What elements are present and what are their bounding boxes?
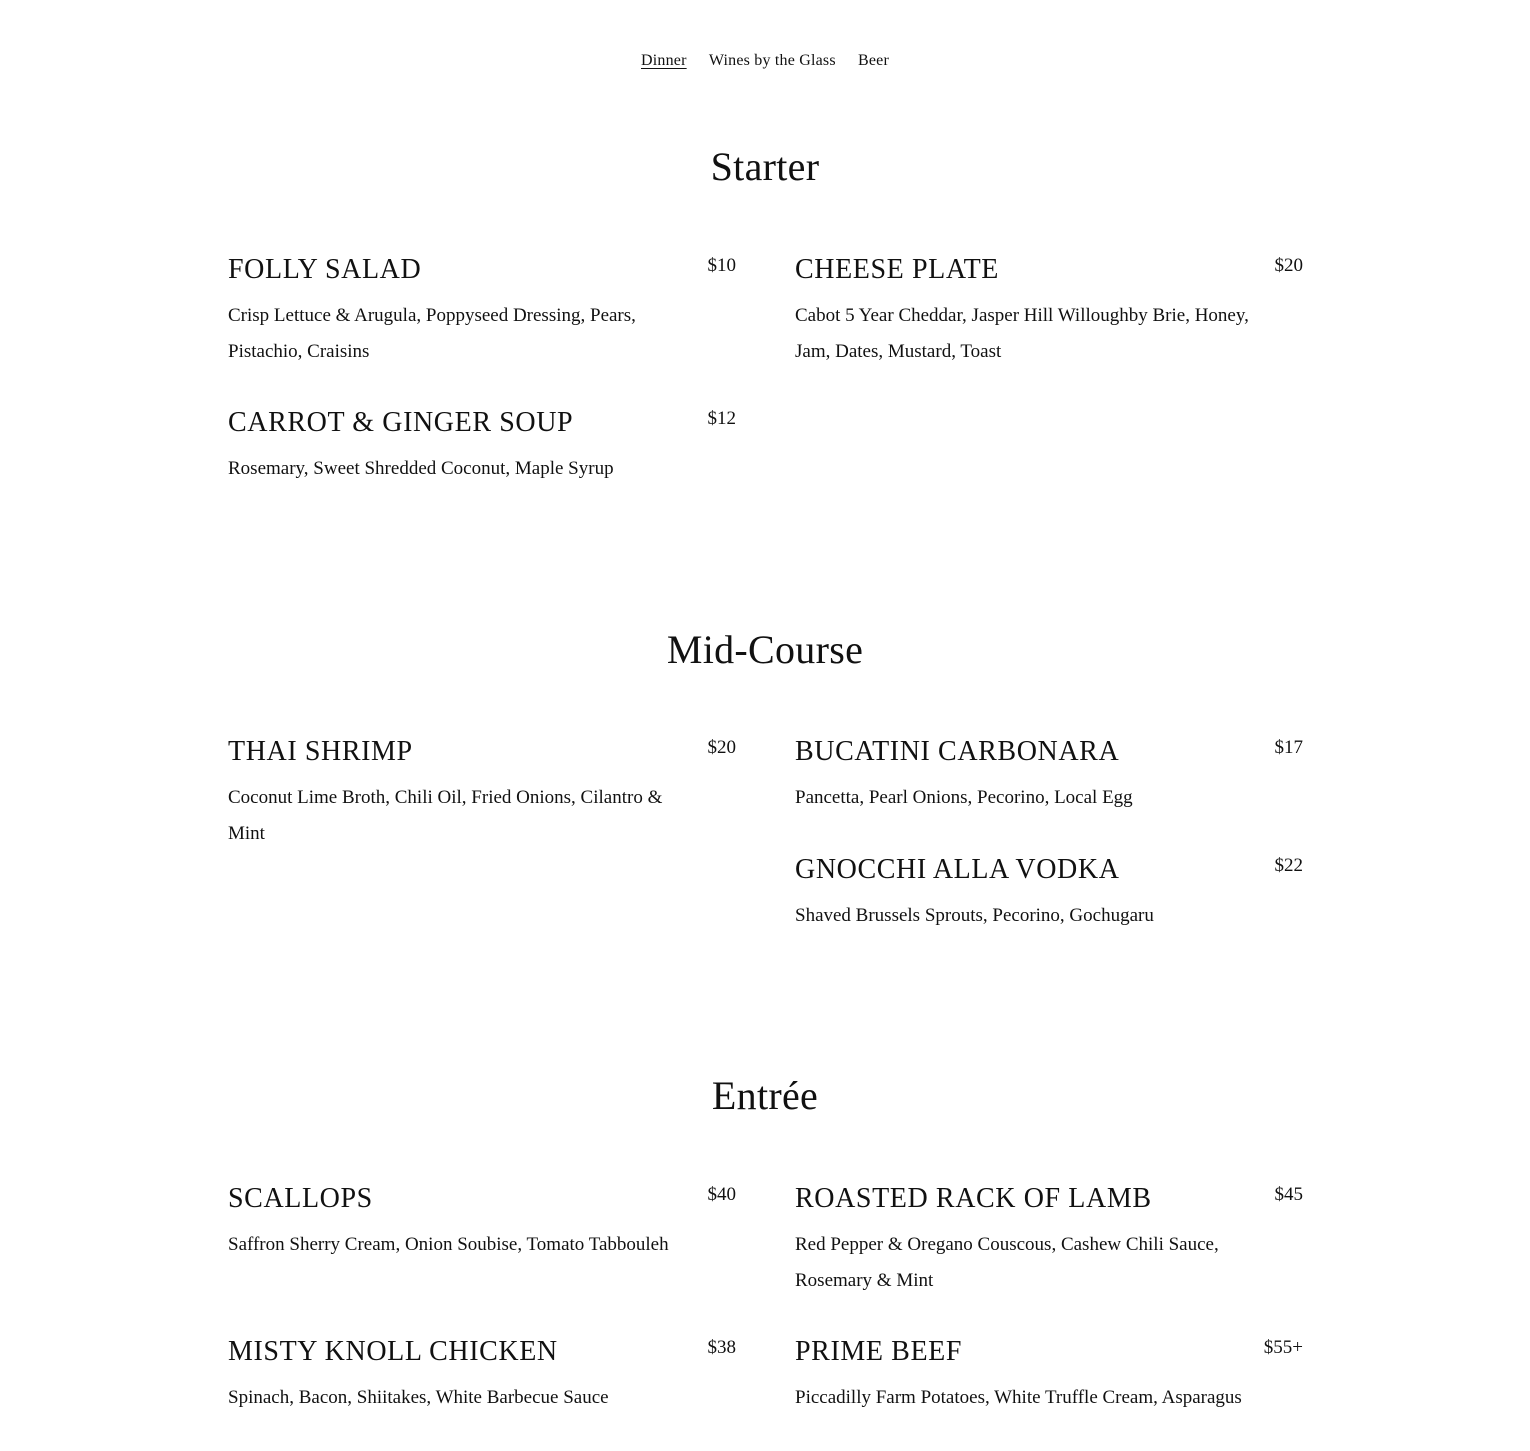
section-title-entree: Entrée — [711, 1073, 819, 1118]
menu-item-bucatini-carbonara — [795, 736, 1303, 816]
menu-item-folly-salad — [228, 254, 736, 370]
menu-item-scallops — [228, 1183, 736, 1263]
section-title-mid-course: Mid-Course — [666, 627, 864, 672]
item-price: $17 — [1274, 737, 1303, 758]
item-description: Pancetta, Pearl Onions, Pecorino, Local Egg — [795, 787, 1133, 808]
item-name: GNOCCHI ALLA VODKA — [795, 854, 1120, 885]
item-description: Shaved Brussels Sprouts, Pecorino, Gochugaru — [795, 905, 1154, 926]
item-description: Piccadilly Farm Potatoes, White Truffle Cream, Asparagus — [795, 1387, 1242, 1408]
item-name: CHEESE PLATE — [795, 254, 999, 285]
item-price: $38 — [707, 1337, 736, 1358]
menu-item-misty-knoll-chicken — [228, 1336, 736, 1416]
menu-item-thai-shrimp — [228, 736, 736, 852]
item-price: $22 — [1274, 855, 1303, 876]
item-price: $40 — [707, 1184, 736, 1205]
item-price: $20 — [1274, 255, 1303, 276]
item-price: $45 — [1274, 1184, 1303, 1205]
item-name: SCALLOPS — [228, 1183, 373, 1214]
item-description: Spinach, Bacon, Shiitakes, White Barbecue Sauce — [228, 1387, 609, 1408]
item-name: ROASTED RACK OF LAMB — [795, 1183, 1152, 1214]
item-name: PRIME BEEF — [795, 1336, 963, 1367]
item-description: Cabot 5 Year Cheddar, Jasper Hill Willoughby Brie, Honey, Jam, Dates, Mustard, Toast — [795, 305, 1249, 362]
item-name: BUCATINI CARBONARA — [795, 736, 1120, 767]
menu-item-carrot-ginger-soup — [228, 407, 736, 487]
item-price: $10 — [707, 255, 736, 276]
item-description: Saffron Sherry Cream, Onion Soubise, Tomato Tabbouleh — [228, 1234, 669, 1255]
item-description: Red Pepper & Oregano Couscous, Cashew Chili Sauce, Rosemary & Mint — [795, 1234, 1219, 1291]
menu-item-gnocchi-alla-vodka — [795, 854, 1303, 934]
menu-item-prime-beef — [795, 1336, 1303, 1416]
menu-item-cheese-plate — [795, 254, 1303, 370]
tab-dinner[interactable]: Dinner — [641, 52, 687, 69]
menu-item-roasted-rack-of-lamb — [795, 1183, 1303, 1299]
menu-tabs — [0, 52, 1530, 70]
tab-wines-by-the-glass[interactable]: Wines by the Glass — [708, 52, 836, 69]
item-name: MISTY KNOLL CHICKEN — [228, 1336, 558, 1367]
item-description: Coconut Lime Broth, Chili Oil, Fried Onions, Cilantro & Mint — [228, 787, 663, 844]
item-price: $12 — [707, 408, 736, 429]
tab-beer[interactable]: Beer — [857, 52, 889, 69]
item-description: Rosemary, Sweet Shredded Coconut, Maple Syrup — [228, 458, 614, 479]
item-description: Crisp Lettuce & Arugula, Poppyseed Dressing, Pears, Pistachio, Craisins — [228, 305, 636, 362]
item-price: $20 — [707, 737, 736, 758]
item-name: THAI SHRIMP — [228, 736, 413, 767]
item-name: CARROT & GINGER SOUP — [228, 407, 574, 438]
item-price: $55+ — [1263, 1337, 1303, 1358]
section-title-starter: Starter — [710, 144, 820, 189]
item-name: FOLLY SALAD — [228, 254, 422, 285]
